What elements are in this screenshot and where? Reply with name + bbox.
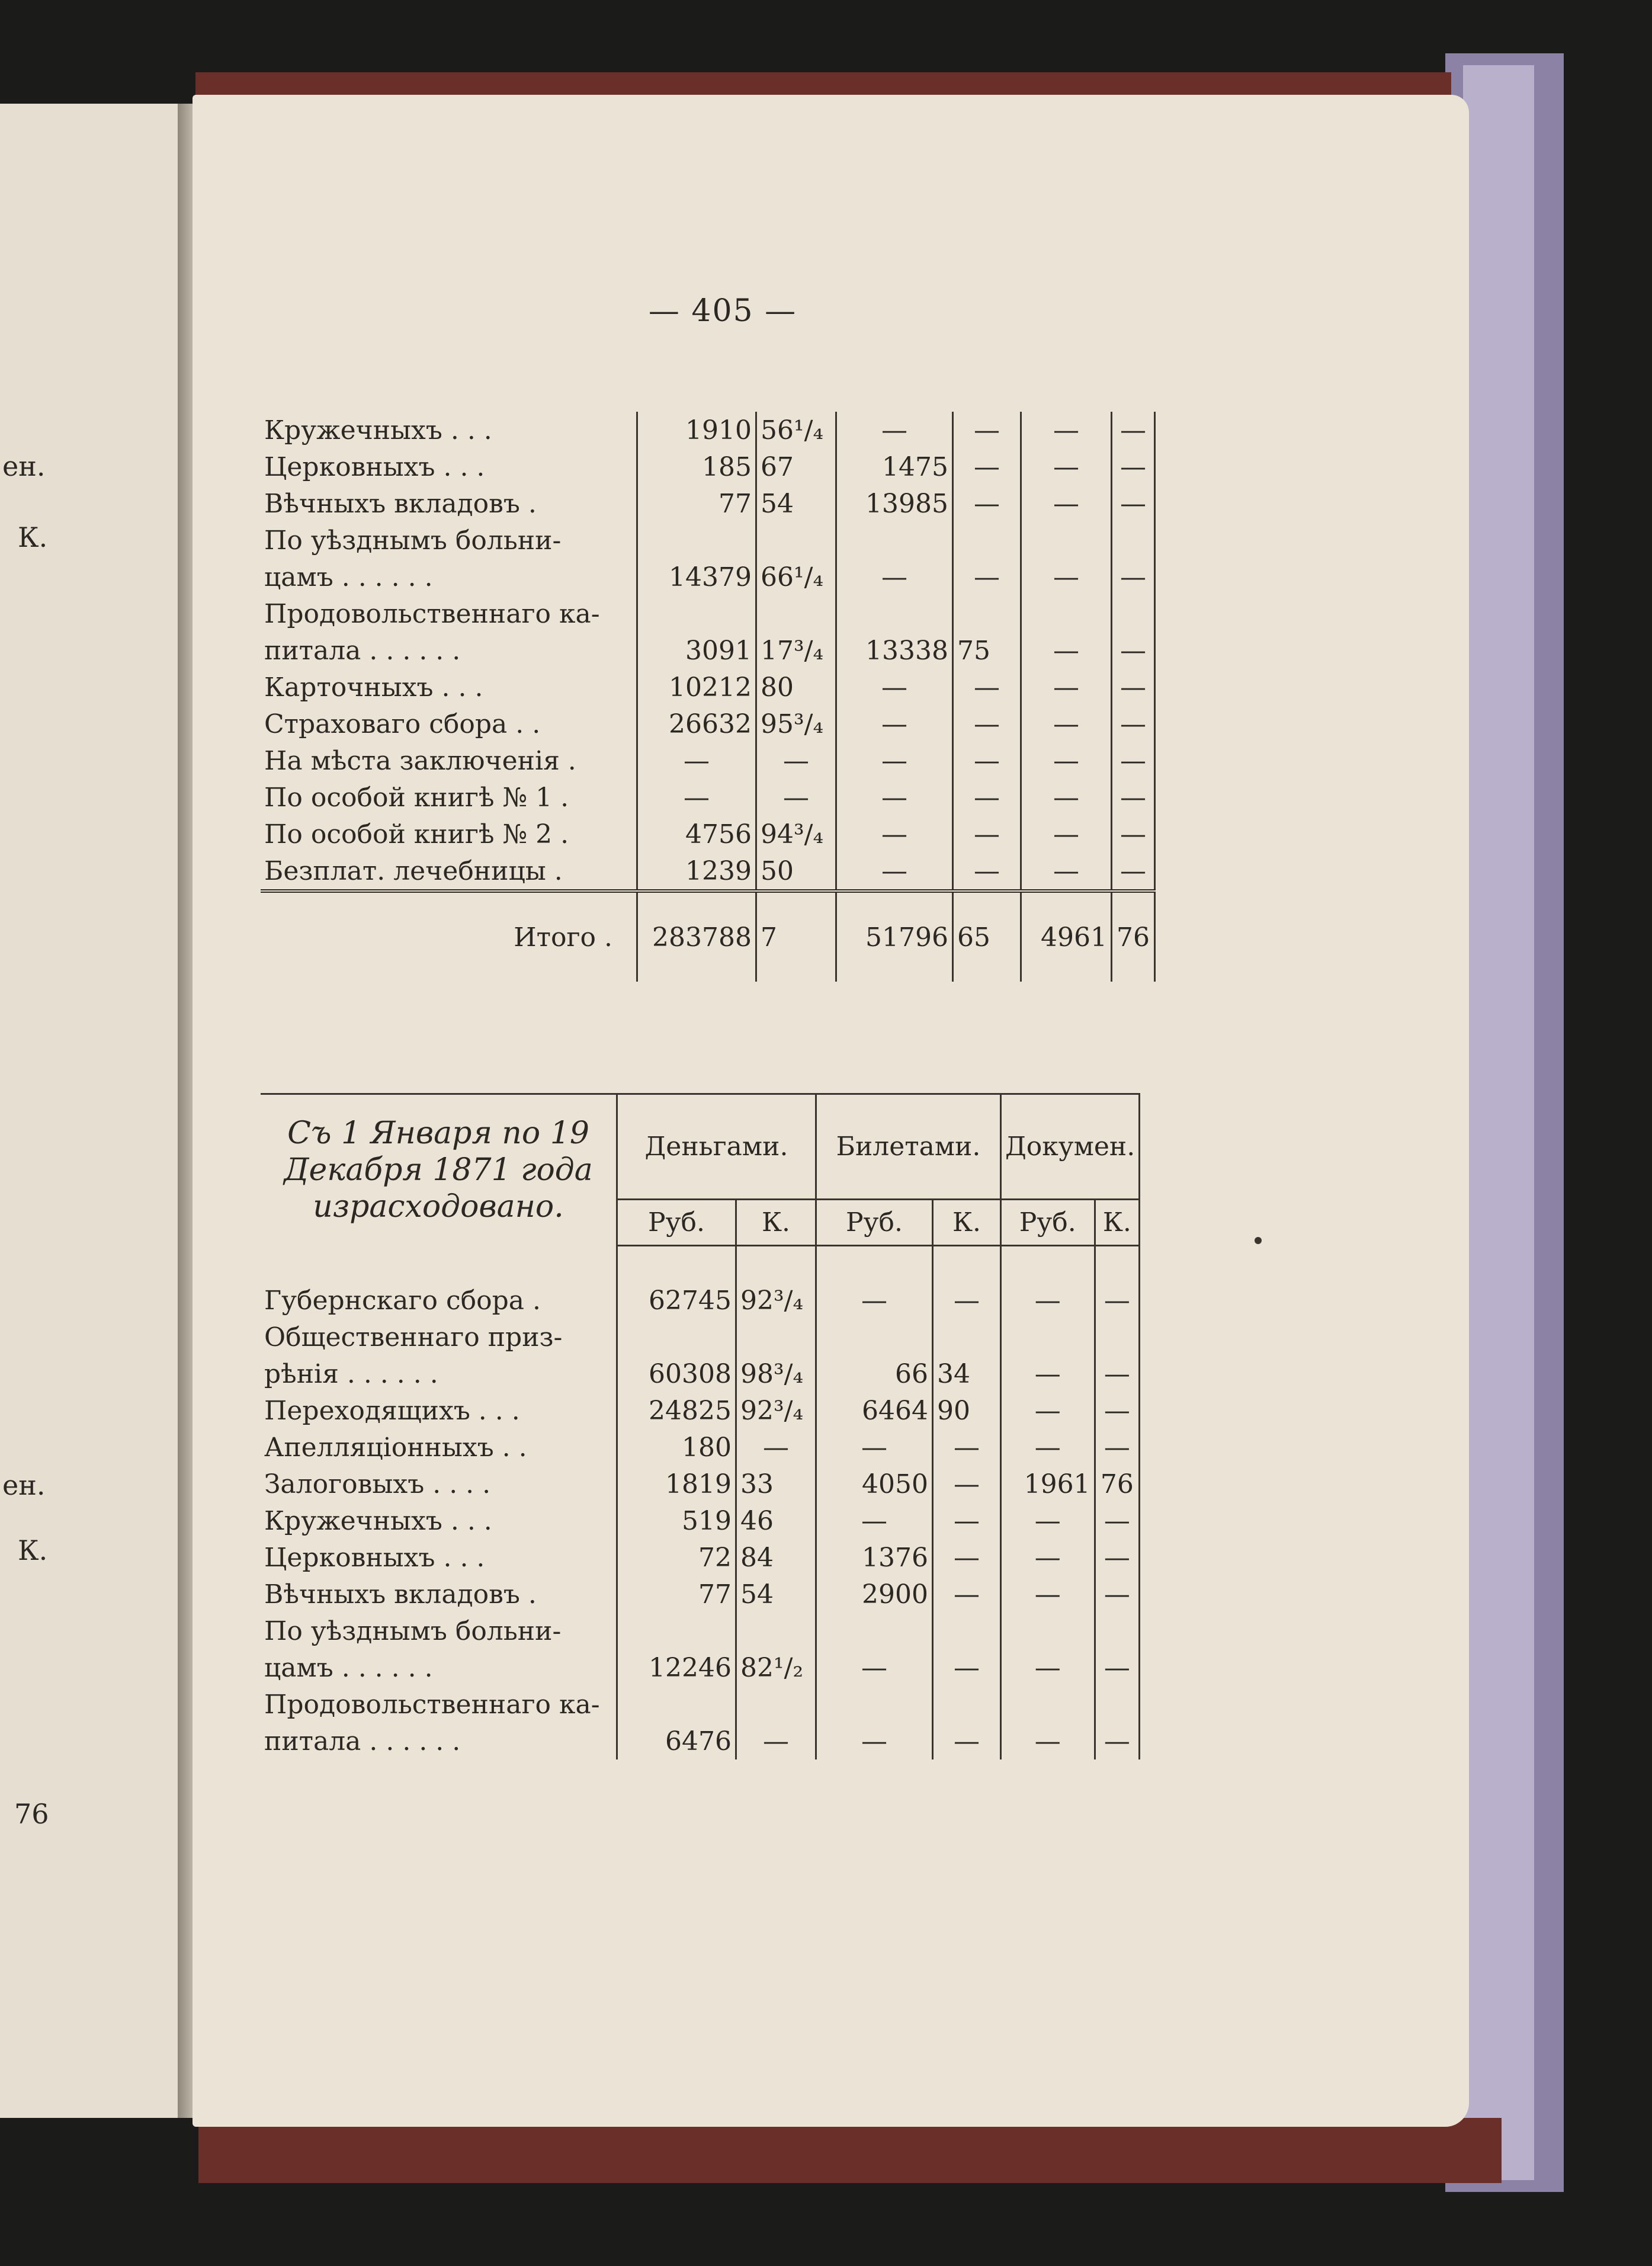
group-header-tickets: Билетами. xyxy=(816,1094,1001,1200)
cell-k3: — xyxy=(1095,1649,1140,1686)
cell-k3: — xyxy=(1095,1539,1140,1576)
cell-r2 xyxy=(816,1319,933,1355)
row-label: цамъ . . . . . . xyxy=(264,562,433,592)
cell-r2: — xyxy=(836,742,953,779)
cell-r2: — xyxy=(836,669,953,706)
expenditures-table xyxy=(261,1093,1140,1759)
cell-k3: — xyxy=(1112,852,1155,891)
cell-k3: — xyxy=(1095,1392,1140,1429)
table-row xyxy=(261,1502,1140,1539)
cell-k1 xyxy=(756,595,836,632)
cell-r1: 72 xyxy=(617,1539,736,1576)
cell-k2 xyxy=(933,1319,1001,1355)
table-row xyxy=(261,632,1155,669)
cell-r2: — xyxy=(816,1723,933,1759)
cell-r2: 2900 xyxy=(816,1576,933,1613)
cell-r2: — xyxy=(816,1649,933,1686)
cell-r3: — xyxy=(1021,412,1112,448)
cell-k2: — xyxy=(953,742,1021,779)
table-row xyxy=(261,742,1155,779)
table-row xyxy=(261,706,1155,742)
cell-k1: 67 xyxy=(756,448,836,485)
cell-k3: — xyxy=(1112,669,1155,706)
cell-k3: — xyxy=(1112,742,1155,779)
cell-r2: 13985 xyxy=(836,485,953,522)
cell-k2: — xyxy=(933,1649,1001,1686)
cell-k2: — xyxy=(953,448,1021,485)
row-label: Безплат. лечебницы . xyxy=(264,855,563,886)
row-label: Церковныхъ . . . xyxy=(264,1542,485,1573)
cell-r2: — xyxy=(816,1502,933,1539)
table-title-line: Съ 1 Января по 19 xyxy=(287,1116,589,1152)
table-row xyxy=(261,1392,1140,1429)
spacer-row xyxy=(261,1246,1140,1283)
cell-r3 xyxy=(1021,522,1112,559)
cell-r3: — xyxy=(1021,816,1112,852)
cell-k1: 50 xyxy=(756,852,836,891)
cell-r3: 1961 xyxy=(1001,1466,1095,1502)
cell-r1: 180 xyxy=(617,1429,736,1466)
row-label: Церковныхъ . . . xyxy=(264,451,485,482)
subheader-rub: Руб. xyxy=(1001,1200,1095,1246)
cell-r1: 12246 xyxy=(617,1649,736,1686)
cell-k1: — xyxy=(756,742,836,779)
total-cell-r1: 283788 xyxy=(637,891,756,982)
row-label: По уѣзднымъ больни- xyxy=(264,525,562,556)
cell-r3 xyxy=(1001,1319,1095,1355)
cell-r1: 6476 xyxy=(617,1723,736,1759)
left-page-fragment: К. xyxy=(18,521,48,553)
cell-r3: — xyxy=(1001,1502,1095,1539)
cell-r1: 62745 xyxy=(617,1282,736,1319)
cell-k1: 84 xyxy=(736,1539,816,1576)
cell-r1: 77 xyxy=(637,485,756,522)
cell-r1 xyxy=(637,522,756,559)
cell-k3 xyxy=(1095,1686,1140,1723)
cell-r1: — xyxy=(637,742,756,779)
table-row xyxy=(261,669,1155,706)
cell-k1: 98³/₄ xyxy=(736,1355,816,1392)
table-row xyxy=(261,1723,1140,1759)
row-label: Продовольственнаго ка- xyxy=(264,1689,600,1720)
cell-r2: — xyxy=(836,779,953,816)
cell-k3: — xyxy=(1112,779,1155,816)
cell-r1 xyxy=(617,1686,736,1723)
row-label: Залоговыхъ . . . . xyxy=(264,1469,491,1499)
cell-r3: — xyxy=(1021,742,1112,779)
cell-k3: — xyxy=(1095,1355,1140,1392)
total-cell-r2: 51796 xyxy=(836,891,953,982)
table-header-row xyxy=(261,1094,1140,1200)
table-row xyxy=(261,595,1155,632)
cell-r1: 60308 xyxy=(617,1355,736,1392)
cell-k3 xyxy=(1095,1319,1140,1355)
cell-k1: 33 xyxy=(736,1466,816,1502)
cell-r3: — xyxy=(1021,632,1112,669)
cell-k1: 56¹/₄ xyxy=(756,412,836,448)
total-cell-k3: 76 xyxy=(1112,891,1155,982)
cell-k2: — xyxy=(953,669,1021,706)
cell-k1: 82¹/₂ xyxy=(736,1649,816,1686)
cell-k3: — xyxy=(1095,1429,1140,1466)
cell-k3: 76 xyxy=(1095,1466,1140,1502)
cell-k3: — xyxy=(1095,1282,1140,1319)
cell-r1: 4756 xyxy=(637,816,756,852)
cell-k3 xyxy=(1112,595,1155,632)
table-row xyxy=(261,779,1155,816)
total-cell-r3: 4961 xyxy=(1021,891,1112,982)
cell-r2: 13338 xyxy=(836,632,953,669)
row-label: По особой книгѣ № 1 . xyxy=(264,782,569,813)
table-row xyxy=(261,485,1155,522)
row-label: Кружечныхъ . . . xyxy=(264,415,492,445)
cell-k3 xyxy=(1112,522,1155,559)
cell-r2 xyxy=(816,1613,933,1649)
left-page-fragment: К. xyxy=(18,1534,48,1566)
cell-k1: 54 xyxy=(756,485,836,522)
cell-k3: — xyxy=(1095,1723,1140,1759)
cell-r2: — xyxy=(836,852,953,891)
total-cell-k2: 65 xyxy=(953,891,1021,982)
cell-r3: — xyxy=(1021,706,1112,742)
cell-k2 xyxy=(933,1613,1001,1649)
row-label: Продовольственнаго ка- xyxy=(264,598,600,629)
cell-r3: — xyxy=(1001,1723,1095,1759)
cell-k3: — xyxy=(1112,706,1155,742)
cell-k2: — xyxy=(953,779,1021,816)
table-row xyxy=(261,1686,1140,1723)
cell-r2: — xyxy=(836,412,953,448)
subheader-rub: Руб. xyxy=(816,1200,933,1246)
row-label: По уѣзднымъ больни- xyxy=(264,1616,562,1646)
cell-k2: — xyxy=(933,1429,1001,1466)
row-label: Страховаго сбора . . xyxy=(264,709,541,739)
cell-k2: — xyxy=(933,1576,1001,1613)
cell-r2: — xyxy=(836,816,953,852)
cell-k3: — xyxy=(1112,412,1155,448)
cell-k1: 92³/₄ xyxy=(736,1282,816,1319)
left-page-fragment: ен. xyxy=(2,1469,46,1501)
cell-r1: 24825 xyxy=(617,1392,736,1429)
table-row xyxy=(261,1282,1140,1319)
cell-r2: — xyxy=(836,706,953,742)
expenditures-table-body xyxy=(261,1094,1140,1760)
cell-k3: — xyxy=(1112,448,1155,485)
cell-k1 xyxy=(736,1319,816,1355)
book-cover-edge xyxy=(1463,65,1534,2180)
total-cell-k1: 7 xyxy=(756,891,836,982)
cell-r3: — xyxy=(1021,448,1112,485)
table-row xyxy=(261,1649,1140,1686)
cell-r2: — xyxy=(816,1429,933,1466)
cell-k1: — xyxy=(736,1723,816,1759)
cell-r1: 519 xyxy=(617,1502,736,1539)
cell-k2: 75 xyxy=(953,632,1021,669)
cell-k3: — xyxy=(1112,816,1155,852)
table-row xyxy=(261,852,1155,891)
row-label: Общественнаго приз- xyxy=(264,1322,563,1352)
cell-r3: — xyxy=(1001,1282,1095,1319)
cell-k3: — xyxy=(1112,632,1155,669)
cell-k3: — xyxy=(1112,559,1155,595)
cell-r1: 10212 xyxy=(637,669,756,706)
row-label: Переходящихъ . . . xyxy=(264,1395,520,1426)
cell-k1: 94³/₄ xyxy=(756,816,836,852)
cell-r1: 1819 xyxy=(617,1466,736,1502)
cell-k1 xyxy=(736,1686,816,1723)
table-title xyxy=(261,1094,617,1246)
cell-r1: 3091 xyxy=(637,632,756,669)
cell-r3 xyxy=(1001,1686,1095,1723)
group-header-money: Деньгами. xyxy=(617,1094,816,1200)
cell-r1: — xyxy=(637,779,756,816)
cell-r1 xyxy=(637,595,756,632)
cell-r3 xyxy=(1001,1613,1095,1649)
row-label: По особой книгѣ № 2 . xyxy=(264,819,569,850)
subheader-kop: К. xyxy=(933,1200,1001,1246)
row-label: Губернскаго сбора . xyxy=(264,1285,541,1316)
cell-k2: — xyxy=(953,852,1021,891)
cell-r1 xyxy=(617,1319,736,1355)
cell-k1: 95³/₄ xyxy=(756,706,836,742)
subheader-kop: К. xyxy=(1095,1200,1140,1246)
cell-r1: 26632 xyxy=(637,706,756,742)
cell-r3: — xyxy=(1001,1429,1095,1466)
cell-r3: — xyxy=(1001,1392,1095,1429)
table-row xyxy=(261,448,1155,485)
cell-k2: — xyxy=(933,1502,1001,1539)
cell-r2: — xyxy=(836,559,953,595)
row-label: питала . . . . . . xyxy=(264,1726,461,1757)
cell-r3: — xyxy=(1021,852,1112,891)
left-page-fragment: 76 xyxy=(14,1798,49,1830)
cell-r2 xyxy=(836,522,953,559)
cell-r1: 77 xyxy=(617,1576,736,1613)
cell-k2: 90 xyxy=(933,1392,1001,1429)
table-row xyxy=(261,1466,1140,1502)
total-label: Итого . xyxy=(261,891,637,982)
table-row xyxy=(261,1576,1140,1613)
table-row xyxy=(261,1429,1140,1466)
row-label: рѣнія . . . . . . xyxy=(264,1358,438,1389)
cell-k1: — xyxy=(736,1429,816,1466)
cell-k3 xyxy=(1095,1613,1140,1649)
cell-r3: — xyxy=(1001,1539,1095,1576)
cell-k3: — xyxy=(1112,485,1155,522)
table-row xyxy=(261,412,1155,448)
table-title-line: израсходовано. xyxy=(313,1189,564,1225)
table-row xyxy=(261,559,1155,595)
cell-k2 xyxy=(953,595,1021,632)
cell-r3: — xyxy=(1021,559,1112,595)
ink-speck xyxy=(1255,1237,1262,1244)
cell-k2: 34 xyxy=(933,1355,1001,1392)
cell-k1: 92³/₄ xyxy=(736,1392,816,1429)
cell-r2: 66 xyxy=(816,1355,933,1392)
book-spine-bottom xyxy=(198,2118,1502,2183)
cell-r2: 6464 xyxy=(816,1392,933,1429)
cell-r3: — xyxy=(1021,485,1112,522)
row-label: Кружечныхъ . . . xyxy=(264,1505,492,1536)
cell-r3: — xyxy=(1001,1576,1095,1613)
cell-k2: — xyxy=(933,1539,1001,1576)
table-title-line: Декабря 1871 года xyxy=(284,1152,593,1188)
cell-k2: — xyxy=(953,412,1021,448)
table-row xyxy=(261,1613,1140,1649)
cell-k1: — xyxy=(756,779,836,816)
cell-k2: — xyxy=(953,816,1021,852)
total-row xyxy=(261,891,1155,982)
cell-k1: 46 xyxy=(736,1502,816,1539)
cell-k2: — xyxy=(953,485,1021,522)
cell-k1 xyxy=(756,522,836,559)
table-row xyxy=(261,1319,1140,1355)
row-label: Апелляціонныхъ . . xyxy=(264,1432,527,1463)
cell-r3 xyxy=(1021,595,1112,632)
left-page-fragment: ен. xyxy=(2,450,46,482)
cell-r2: 4050 xyxy=(816,1466,933,1502)
row-label: питала . . . . . . xyxy=(264,635,461,666)
cell-r1: 185 xyxy=(637,448,756,485)
page-number: — 405 — xyxy=(648,293,797,329)
subheader-kop: К. xyxy=(736,1200,816,1246)
cell-r2: — xyxy=(816,1282,933,1319)
cell-r1: 1910 xyxy=(637,412,756,448)
cell-k1: 66¹/₄ xyxy=(756,559,836,595)
cell-r3: — xyxy=(1021,779,1112,816)
row-label: На мѣста заключенія . xyxy=(264,745,576,776)
cell-r3: — xyxy=(1021,669,1112,706)
cell-k2: — xyxy=(933,1723,1001,1759)
receipts-table xyxy=(261,412,1156,982)
row-label: Вѣчныхъ вкладовъ . xyxy=(264,1579,537,1610)
cell-k2: — xyxy=(953,559,1021,595)
table-row xyxy=(261,522,1155,559)
row-label: Карточныхъ . . . xyxy=(264,672,483,703)
table-row xyxy=(261,1539,1140,1576)
cell-r2: 1475 xyxy=(836,448,953,485)
cell-k2 xyxy=(953,522,1021,559)
cell-r2 xyxy=(836,595,953,632)
cell-k3: — xyxy=(1095,1502,1140,1539)
cell-r2: 1376 xyxy=(816,1539,933,1576)
cell-r1: 14379 xyxy=(637,559,756,595)
table-row xyxy=(261,1355,1140,1392)
cell-k1 xyxy=(736,1613,816,1649)
cell-k1: 80 xyxy=(756,669,836,706)
cell-r3: — xyxy=(1001,1355,1095,1392)
cell-r1 xyxy=(617,1613,736,1649)
cell-k3: — xyxy=(1095,1576,1140,1613)
cell-k2 xyxy=(933,1686,1001,1723)
subheader-rub: Руб. xyxy=(617,1200,736,1246)
cell-k2: — xyxy=(953,706,1021,742)
cell-r1: 1239 xyxy=(637,852,756,891)
row-label: Вѣчныхъ вкладовъ . xyxy=(264,488,537,519)
cell-k1: 17³/₄ xyxy=(756,632,836,669)
group-header-documents: Докумен. xyxy=(1001,1094,1140,1200)
cell-k2: — xyxy=(933,1466,1001,1502)
receipts-table-body xyxy=(261,412,1155,982)
cell-k1: 54 xyxy=(736,1576,816,1613)
cell-r3: — xyxy=(1001,1649,1095,1686)
row-label: цамъ . . . . . . xyxy=(264,1652,433,1683)
cell-r2 xyxy=(816,1686,933,1723)
table-row xyxy=(261,816,1155,852)
cell-k2: — xyxy=(933,1282,1001,1319)
